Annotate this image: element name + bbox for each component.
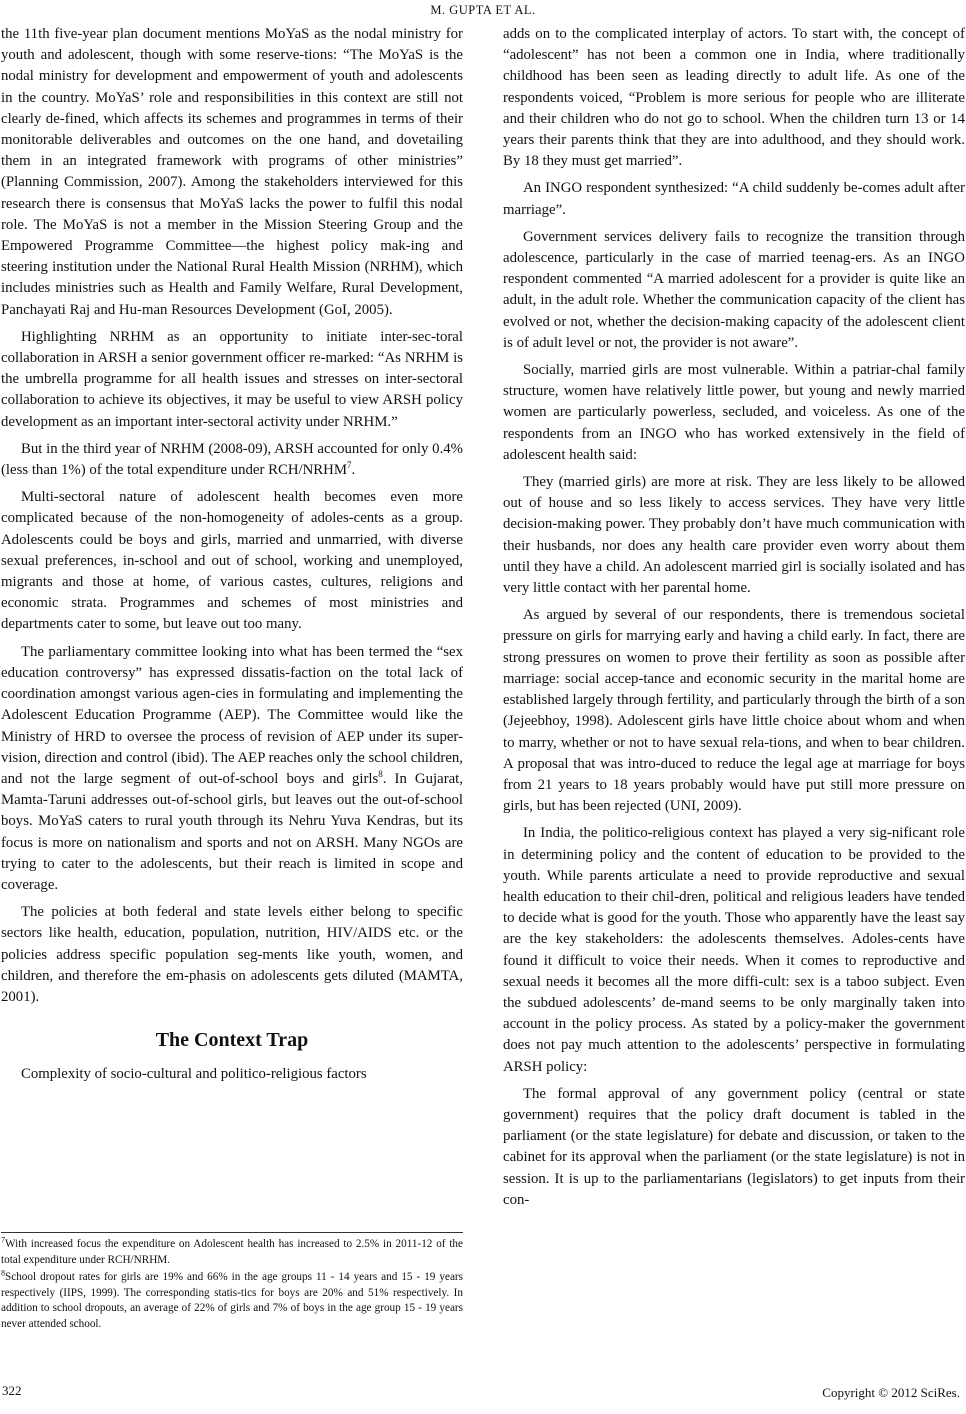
paragraph-text: . In Gujarat, Mamta-Taruni addresses out-of-school girls, but leaves out the out-of-school boys. MoYaS caters to rural youth through its Nehru Yuva Kendras, but its focus is more on nationalism and sports and not on ARSH. Many NGOs are trying to cater to the adolescents, but their reach is limited in scope and coverage. [1,770,463,893]
paragraph-text: But in the third year of NRHM (2008-09), ARSH accounted for only 0.4% (less than 1%) of the total expenditure under RCH/NRHM [1,440,463,479]
footnote-8 [1,1270,463,1332]
body-paragraph: adds on to the complicated interplay of actors. To start with, the concept of “adolescent” has not been a common one in India, where traditionally childhood has been seen as leading directly to adult life. As one of the respondents voiced, “Problem is more serious for people who are illiterate and their children who do not go to school. When the children turn 13 or 14 years their parents think that they are into adulthood, and they should work. By 18 they must get married”. [503,26,965,170]
body-paragraph: In India, the politico-religious context has played a very sig-nificant role in determining policy and the content of education to be provided to the youth. While parents articulate a need to provide reproductive and sexual health education to their chil-dren, political and religious leaders have tended to decide what is good for the youth. Those who apparently have the least say are the key stakeholders: the adolescents themselves. Adoles-cents have found it difficult to voice their needs. When it comes to reproductive and sexual needs it becomes all the more diffi-cult: sex is a taboo subject. Even the subdued adolescents’ de-mand seems to be only marginally taken into account in the policy process. As stated by a policy-maker the government does not pay much attention to the adolescents’ perspective in formulating ARSH policy: [503,825,965,1075]
paragraph-text: The parliamentary committee looking into what has been termed the “sex education controversy” has expressed dissatis-faction on the total lack of coordination amongst various agen-cies in formulating and implementing the Adolescent Education Programme (AEP). The Committee would like the Ministry of HRD to oversee the process of revision of AEP under its super-vision, direction and control (ibid). The AEP reaches only the school children, and not the large segment of out-of-school boys and girls [1,643,463,787]
right-column [503,24,965,1217]
body-paragraph: the 11th five-year plan document mentions MoYaS as the nodal ministry for youth and adolescent, though with some reserve-tions: “The MoYaS is the nodal ministry for development and empowerment of youth and adolescents in the country. MoYaS’ role and responsibilities in this context are still not clearly de-fined, which affects its schemes and programmes in terms of their monitorable deliverables and outcomes on the one hand, and dovetailing them in an integrated framework with programs of other ministries” (Planning Commission, 2007). Among the stakeholders interviewed for this research there is consensus that MoYaS lacks the power to fulfil this nodal role. The MoYaS is not a member in the Mission Steering Group and the Empowered Programme Committee—the highest policy mak-ing and steering institution under the National Rural Health Mission (NRHM), which includes ministries such as Health and Family Welfare, Rural Development, Panchayati Raj and Hu-man Resources Development (GoI, 2005). [1,26,463,318]
footnote-text: With increased focus the expenditure on Adolescent health has increased to 2.5% in 2011-12 of the total expenditure under RCH/NRHM. [1,1238,463,1266]
footnote-ref-7[interactable]: 7 [347,460,352,471]
body-paragraph: Government services delivery fails to recognize the transition through adolescence, particularly in the case of married teenag-ers. As an INGO respondent commented “A married adolescent for a provider is quite like an adult, in the adult role. Whether the communication capacity of the client has evolved or not, whether the decision-making capacity of the adolescent client is of adult level or not, the provider is not aware”. [503,228,965,351]
body-paragraph: Complexity of socio-cultural and politico-religious factors [21,1066,367,1083]
page-number: 322 [2,1383,22,1398]
body-paragraph [1,439,463,481]
left-column [1,24,463,1091]
body-paragraph: An INGO respondent synthesized: “A child suddenly be-comes adult after marriage”. [503,180,965,218]
running-head: M. GUPTA ET AL. [430,3,536,17]
body-paragraph: The policies at both federal and state levels either belong to specific sectors like health, education, population, nutrition, HIV/AIDS etc. or the policies address specific population seg-ments like youth, women, and children, and therefore the em-phasis on adolescents gets diluted (MAMTA, 2001). [1,904,463,1005]
body-paragraph: Highlighting NRHM as an opportunity to initiate inter-sec-toral collaboration in ARSH a senior government officer re-marked: “As NRHM is the umbrella programme for all health issues and stresses on inter-sectoral collaboration to achieve its objectives, it may be useful to view ARSH policy development as an important inter-sectoral activity under NRHM.” [1,328,463,430]
body-paragraph: Multi-sectoral nature of adolescent health becomes even more complicated because of the non-homogeneity of adoles-cents as a group. Adolescents could be boys and girls, married and unmarried, with diverse sexual preferences, in-school and out of school, working and unemployed, migrants and those at home, of various castes, cultures, religions and economic strata. Programmes and schemes of most ministries and departments cater to some, but leave out too many. [1,489,463,633]
footnote-text: School dropout rates for girls are 19% and 66% in the age groups 11 - 14 years and 15 - 19 years respectively (IIPS, 1999). The corresponding statis-tics for boys are 20% and 51% respectively. In addition to school dropouts, an average of 22% of girls and 7% of boys in the age group 15 - 19 years never attended school. [1,1271,463,1330]
footnotes [1,1232,463,1334]
footnote-7 [1,1237,463,1268]
body-paragraph: As argued by several of our respondents, there is tremendous societal pressure on girls for marrying early and having a child early. In fact, there are strong pressures on women to prove their fertility as soon as possible after marriage: social accep-tance and economic security in the marital home are established largely through fertility, and particularly through the birth of a son (Jejeebhoy, 1998). Adolescent girls have little choice about whom and when to marry, whether or not to have sexual rela-tions, and when to bear children. A proposal that was intro-duced to reduce the legal age at marriage for boys from 21 years to 18 years probably would have put still more pressure on girls, but has been rejected (UNI, 2009). [503,607,965,815]
block-quote: They (married girls) are more at risk. They are less likely to be allowed out of house and so less likely to access services. They have very little decision-making power. They probably don’t have much communication with their husbands, nor does any health care provider even worry about them until they have a child. An adolescent married girl is socially isolated and has very little contact with her parental home. [503,474,965,597]
body-paragraph: The formal approval of any government policy (central or state government) requires that the policy draft document is tabled in the parliament (or the state legislature) for debate and discussion, or taken to the cabinet for its approval when the parliament (or the state legislature) is not in session. It is up to the parliamentarians (legislators) to get inputs from their con- [503,1085,965,1208]
footnote-ref-8[interactable]: 8 [378,768,383,779]
footnote-mark: 8 [1,1268,5,1278]
body-paragraph: Socially, married girls are most vulnerable. Within a patriar-chal family structure, women have relatively little power, but young and newly married women are particularly powerless, secluded, and voiceless. As one of the respondents from an INGO who has worked extensively in the field of adolescent health said: [503,362,965,463]
body-paragraph [1,642,463,896]
section-heading: The Context Trap [155,1029,309,1052]
footnote-mark: 7 [1,1235,5,1245]
copyright-notice: Copyright © 2012 SciRes. [822,1385,960,1400]
paragraph-text: . [351,462,356,479]
